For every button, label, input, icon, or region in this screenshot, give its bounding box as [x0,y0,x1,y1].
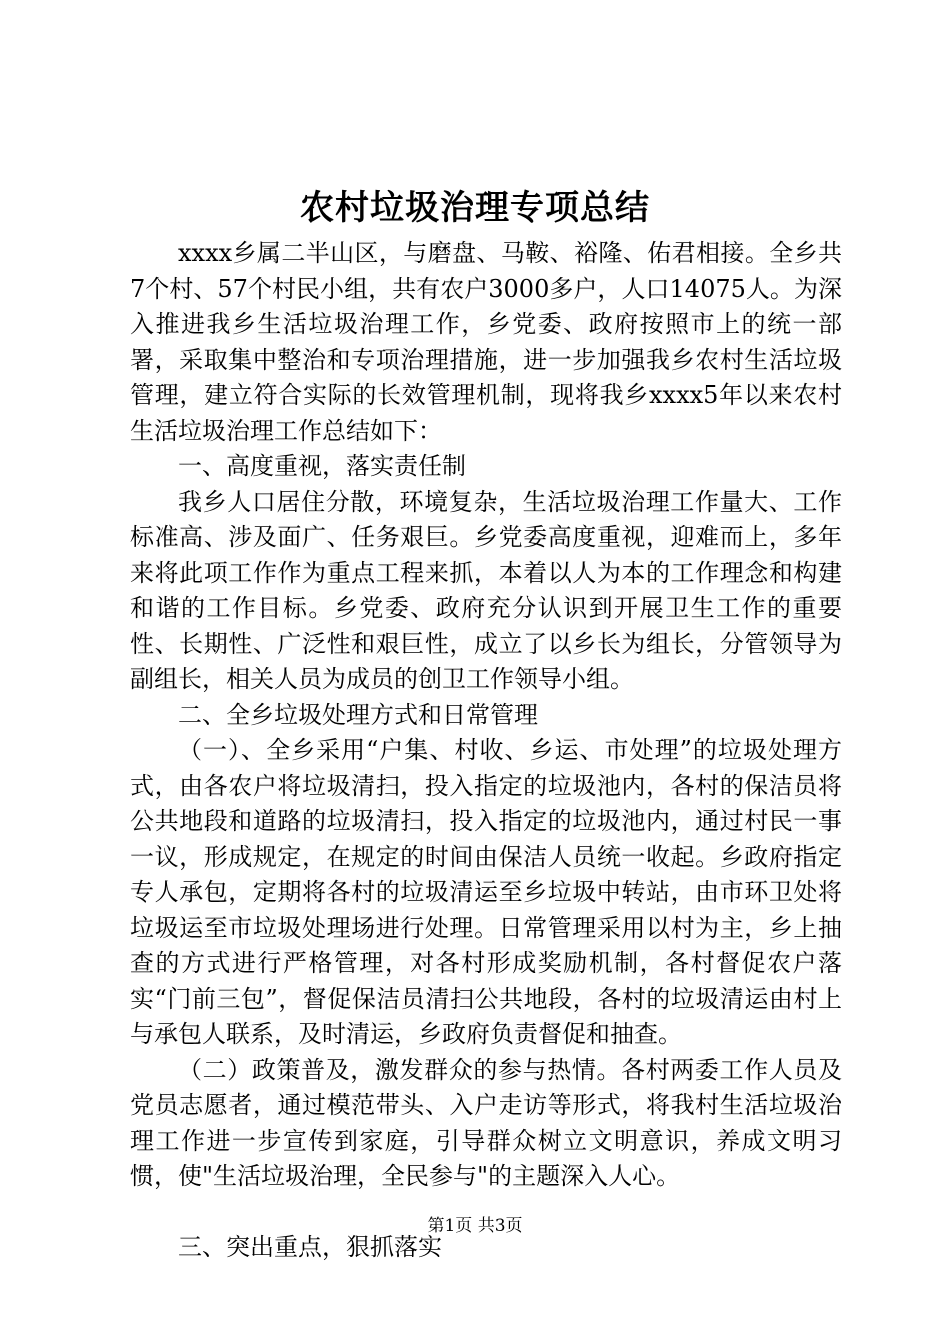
document-title: 农村垃圾治理专项总结 [300,188,650,228]
intro-paragraph: xxxx乡属二半山区，与磨盘、马鞍、裕隆、佑君相接。全乡共7个村、57个村民小组，共有农户3000多户，人口14075人。为深入推进我乡生活垃圾治理工作，乡党委、政府按照市上的统一部署，采取集中整治和专项治理措施，进一步加强我乡农村生活垃圾管理，建立符合实际的长效管理机制，现将我乡xxxx5年以来农村生活垃圾治理工作总结如下： [130,239,842,445]
page-number-footer: 第1页 共3页 [427,1216,523,1236]
section-2-item-2-paragraph: （二）政策普及，激发群众的参与热情。各村两委工作人员及党员志愿者，通过模范带头、入户走访等形式，将我村生活垃圾治理工作进一步宣传到家庭，引导群众树立文明意识，养成文明习惯，使"生活垃圾治理，全民参与"的主题深入人心。 [130,1055,842,1190]
section-1-paragraph: 我乡人口居住分散，环境复杂，生活垃圾治理工作量大、工作标准高、涉及面广、任务艰巨。乡党委高度重视，迎难而上，多年来将此项工作作为重点工程来抓，本着以人为本的工作理念和构建和谐的工作目标。乡党委、政府充分认识到开展卫生工作的重要性、长期性、广泛性和艰巨性，成立了以乡长为组长，分管领导为副组长，相关人员为成员的创卫工作领导小组。 [130,487,842,693]
section-heading-1: 一、高度重视，落实责任制 [178,452,466,480]
document-body [130,236,842,1265]
section-heading-2: 二、全乡垃圾处理方式和日常管理 [178,700,538,729]
section-heading-3: 三、突出重点，狠抓落实 [178,1232,442,1261]
section-2-item-1-paragraph: （一）、全乡采用“户集、村收、乡运、市处理”的垃圾处理方式，由各农户将垃圾清扫，投入指定的垃圾池内，各村的保洁员将公共地段和道路的垃圾清扫，投入指定的垃圾池内，通过村民一事一议，形成规定，在规定的时间由保洁人员统一收起。乡政府指定专人承包，定期将各村的垃圾清运至乡垃圾中转站，由市环卫处将垃圾运至市垃圾处理场进行处理。日常管理采用以村为主，乡上抽查的方式进行严格管理，对各村形成奖励机制，各村督促农户落实“门前三包”，督促保洁员清扫公共地段，各村的垃圾清运由村上与承包人联系，及时清运，乡政府负责督促和抽查。 [130,736,842,1048]
